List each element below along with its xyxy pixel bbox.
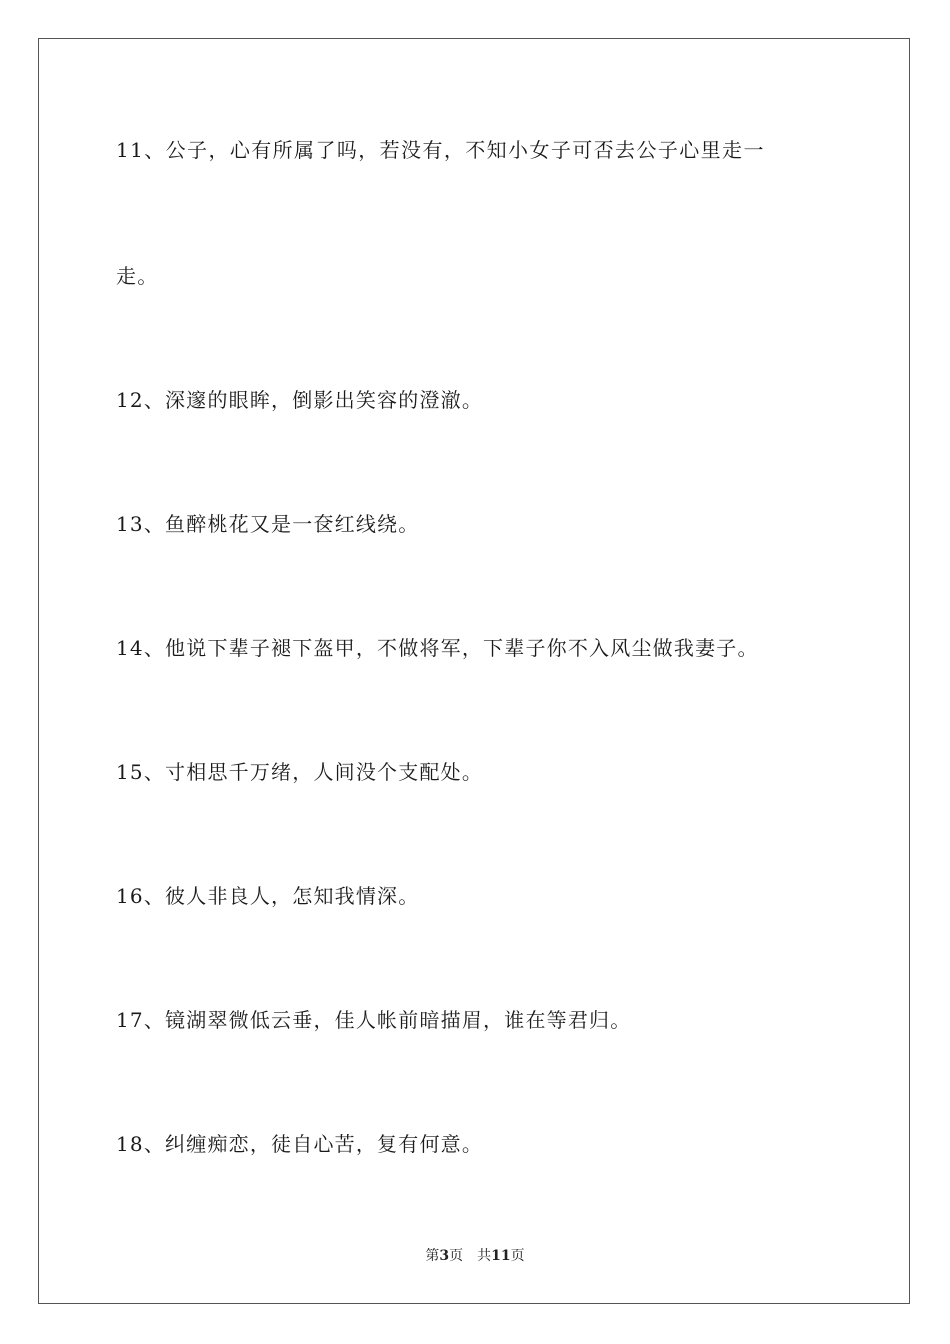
text-line: 12、深邃的眼眸，倒影出笑容的澄澈。 <box>116 388 484 412</box>
page-footer <box>0 1247 950 1265</box>
current-page-number: 3 <box>439 1248 450 1264</box>
text-line: 17、镜湖翠微低云垂，佳人帐前暗描眉，谁在等君归。 <box>116 1008 632 1032</box>
total-page-number: 11 <box>491 1248 511 1264</box>
text-line: 15、寸相思千万绪，人间没个支配处。 <box>116 760 484 784</box>
page-border <box>38 38 910 1304</box>
page-label-suffix: 页 <box>449 1248 464 1264</box>
text-line: 16、彼人非良人，怎知我情深。 <box>116 884 420 908</box>
text-line: 13、鱼醉桃花又是一奁红线绕。 <box>116 512 420 536</box>
page-label-prefix: 第 <box>425 1248 440 1264</box>
text-line: 11、公子，心有所属了吗，若没有，不知小女子可否去公子心里走一 <box>116 138 765 162</box>
total-label-suffix: 页 <box>510 1248 525 1264</box>
total-label-prefix: 共 <box>477 1248 492 1264</box>
text-line: 走。 <box>116 264 159 288</box>
text-line: 18、纠缠痴恋，徒自心苦，复有何意。 <box>116 1132 484 1156</box>
text-line: 14、他说下辈子褪下盔甲，不做将军，下辈子你不入风尘做我妻子。 <box>116 636 759 660</box>
